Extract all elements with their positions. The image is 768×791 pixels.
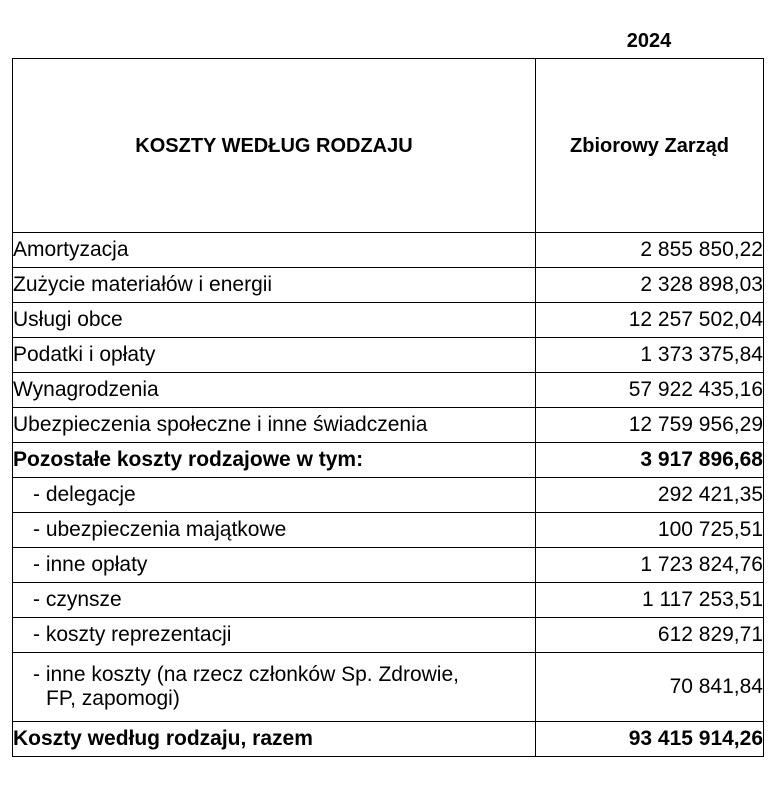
table-row	[13, 478, 764, 513]
row-value: 1 373 375,84	[536, 338, 764, 373]
row-value: 12 257 502,04	[536, 303, 764, 338]
row-label: Zużycie materiałów i energii	[13, 268, 536, 303]
row-value: 1 117 253,51	[536, 583, 764, 618]
table-row	[13, 583, 764, 618]
total-value: 93 415 914,26	[536, 722, 764, 757]
row-label-line: FP, zapomogi)	[46, 687, 180, 710]
total-label: Koszty według rodzaju, razem	[13, 722, 536, 757]
row-label: - delegacje	[13, 478, 536, 513]
table-row	[13, 548, 764, 583]
row-value: 70 841,84	[536, 653, 764, 722]
total-row	[13, 722, 764, 757]
row-label: Usługi obce	[13, 303, 536, 338]
row-value: 2 328 898,03	[536, 268, 764, 303]
row-value: 57 922 435,16	[536, 373, 764, 408]
table-header-row	[13, 59, 764, 233]
table-row	[13, 513, 764, 548]
table-row	[13, 373, 764, 408]
row-label: Podatki i opłaty	[13, 338, 536, 373]
row-label-line: - inne koszty (na rzecz członków Sp. Zdrowie,	[33, 663, 459, 686]
table-row	[13, 653, 764, 722]
column-header: Zbiorowy Zarząd	[536, 59, 764, 233]
row-value: 1 723 824,76	[536, 548, 764, 583]
category-header: KOSZTY WEDŁUG RODZAJU	[13, 59, 536, 233]
row-label: - czynsze	[13, 583, 536, 618]
row-label: - koszty reprezentacji	[13, 618, 536, 653]
table-row	[13, 618, 764, 653]
row-label: Ubezpieczenia społeczne i inne świadczenia	[13, 408, 536, 443]
row-value: 292 421,35	[536, 478, 764, 513]
row-value: 2 855 850,22	[536, 233, 764, 268]
row-label	[13, 653, 536, 722]
row-label: Wynagrodzenia	[13, 373, 536, 408]
row-value: 100 725,51	[536, 513, 764, 548]
table-row	[13, 408, 764, 443]
year-heading: 2024	[626, 30, 672, 52]
table-row	[13, 338, 764, 373]
row-value: 612 829,71	[536, 618, 764, 653]
costs-table	[12, 58, 764, 757]
table-row	[13, 233, 764, 268]
row-label: Pozostałe koszty rodzajowe w tym:	[13, 443, 536, 478]
row-value: 3 917 896,68	[536, 443, 764, 478]
table-row	[13, 303, 764, 338]
row-value: 12 759 956,29	[536, 408, 764, 443]
row-label: Amortyzacja	[13, 233, 536, 268]
table-row	[13, 268, 764, 303]
row-label: - inne opłaty	[13, 548, 536, 583]
subtotal-row	[13, 443, 764, 478]
row-label: - ubezpieczenia majątkowe	[13, 513, 536, 548]
